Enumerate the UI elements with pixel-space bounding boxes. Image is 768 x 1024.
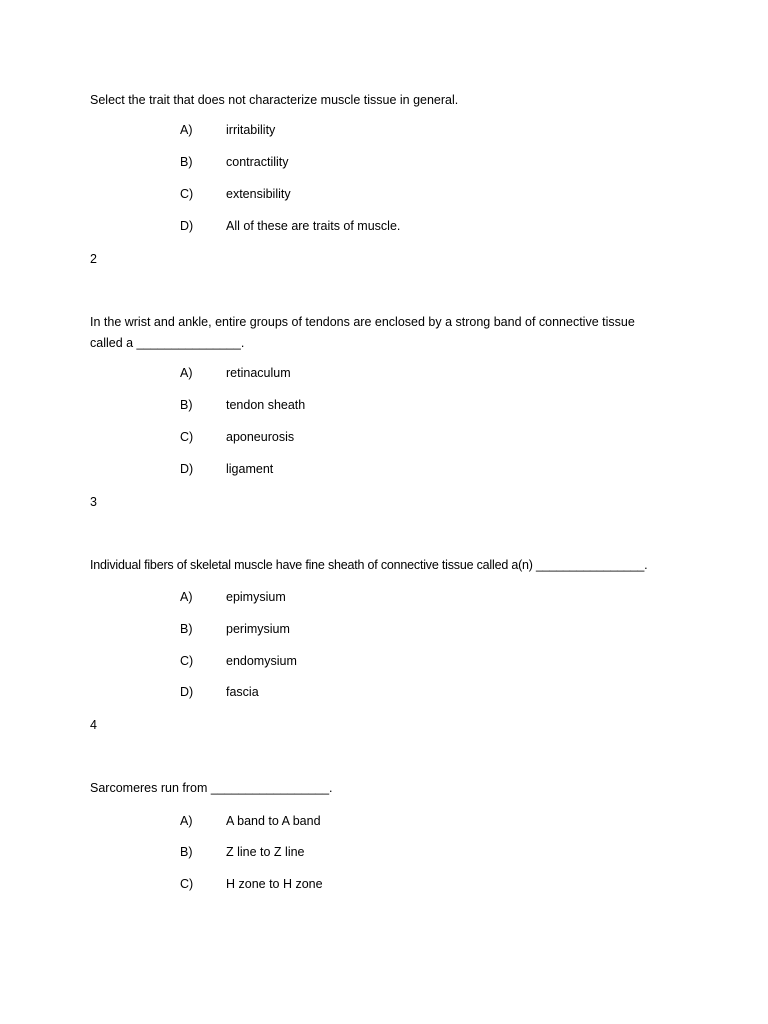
option-text: retinaculum <box>226 366 291 380</box>
question-1-option-d <box>180 218 580 234</box>
option-text: tendon sheath <box>226 398 306 412</box>
question-3-stem: Individual fibers of skeletal muscle have fine sheath of connective tissue called a(n) ________________. <box>90 558 648 572</box>
option-text: ligament <box>226 462 274 476</box>
option-text: fascia <box>226 685 259 699</box>
question-1-option-a <box>180 122 580 138</box>
option-letter: D) <box>180 462 194 476</box>
question-2-number: 2 <box>90 252 97 266</box>
option-letter: A) <box>180 814 193 828</box>
question-1-option-c <box>180 186 580 202</box>
option-letter: C) <box>180 430 194 444</box>
option-letter: A) <box>180 590 193 604</box>
question-2-option-b <box>180 397 580 413</box>
question-3-option-b <box>180 621 580 637</box>
question-4-option-c <box>180 876 580 892</box>
option-letter: C) <box>180 654 194 668</box>
question-3-option-a <box>180 589 580 605</box>
option-text: irritability <box>226 123 276 137</box>
option-text: epimysium <box>226 590 286 604</box>
option-text: All of these are traits of muscle. <box>226 219 401 233</box>
question-4-option-b <box>180 844 580 860</box>
option-text: H zone to H zone <box>226 877 323 891</box>
question-2-option-d <box>180 461 580 477</box>
question-3-option-d <box>180 684 580 700</box>
option-text: Z line to Z line <box>226 845 305 859</box>
option-text: aponeurosis <box>226 430 295 444</box>
question-2-stem: In the wrist and ankle, entire groups of tendons are enclosed by a strong band of connective tissue called a _______________. <box>90 315 639 350</box>
option-letter: B) <box>180 398 193 412</box>
option-letter: C) <box>180 877 194 891</box>
question-1-stem: Select the trait that does not characterize muscle tissue in general. <box>90 93 459 107</box>
option-text: perimysium <box>226 622 290 636</box>
question-4-option-a <box>180 813 580 829</box>
option-letter: D) <box>180 219 194 233</box>
option-text: contractility <box>226 155 289 169</box>
option-letter: D) <box>180 685 194 699</box>
option-letter: B) <box>180 845 193 859</box>
option-text: extensibility <box>226 187 291 201</box>
option-text: A band to A band <box>226 814 321 828</box>
question-4-stem: Sarcomeres run from _________________. <box>90 781 333 795</box>
option-letter: B) <box>180 155 193 169</box>
question-2-option-a <box>180 365 580 381</box>
question-1-option-b <box>180 154 580 170</box>
option-letter: A) <box>180 123 193 137</box>
option-letter: A) <box>180 366 193 380</box>
question-3-number: 3 <box>90 495 97 509</box>
question-3-option-c <box>180 653 580 669</box>
question-2-option-c <box>180 429 580 445</box>
option-letter: B) <box>180 622 193 636</box>
option-text: endomysium <box>226 654 297 668</box>
question-4-number: 4 <box>90 718 97 732</box>
option-letter: C) <box>180 187 194 201</box>
